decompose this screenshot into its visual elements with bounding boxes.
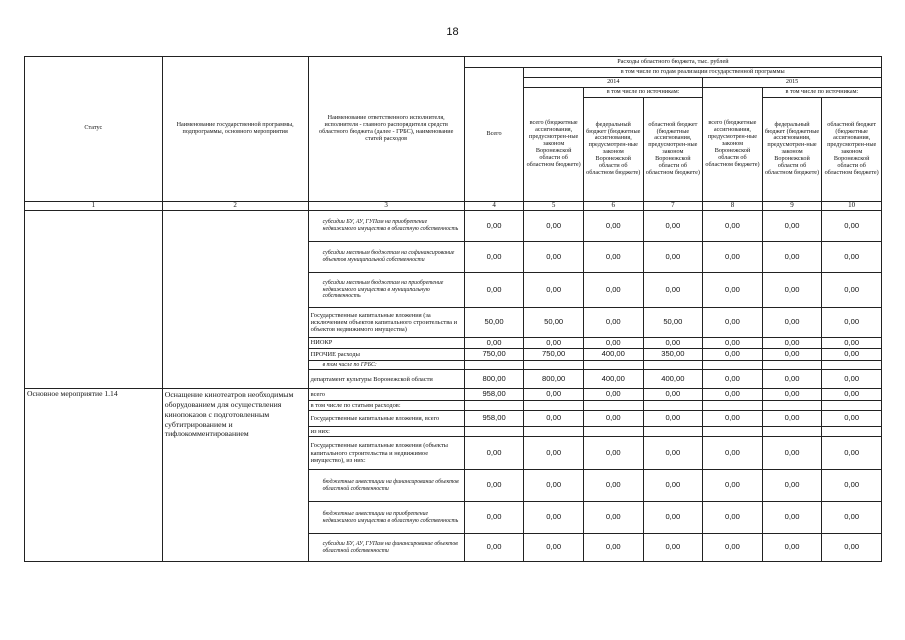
value-cell xyxy=(583,400,643,410)
header-year-2014: 2014 xyxy=(524,77,703,87)
column-number: 6 xyxy=(583,201,643,210)
value-cell: 0,00 xyxy=(464,210,524,241)
value-cell: 0,00 xyxy=(703,210,763,241)
header-federal-2014: федеральный бюджет (бюджетные ассигнования, предусмотрен-ные законом Воронежской области об областном бюджете) xyxy=(583,97,643,201)
value-cell: 0,00 xyxy=(703,307,763,337)
value-cell: 0,00 xyxy=(762,349,822,361)
value-cell: 0,00 xyxy=(464,337,524,349)
value-cell: 0,00 xyxy=(464,470,524,502)
value-cell: 0,00 xyxy=(822,241,882,272)
value-cell xyxy=(464,426,524,436)
value-cell xyxy=(464,400,524,410)
column-number: 10 xyxy=(822,201,882,210)
value-cell: 0,00 xyxy=(643,534,703,562)
value-cell: 0,00 xyxy=(822,437,882,470)
value-cell: 0,00 xyxy=(762,272,822,307)
value-cell: 400,00 xyxy=(643,370,703,389)
value-cell: 350,00 xyxy=(643,349,703,361)
value-cell: 0,00 xyxy=(583,470,643,502)
row-label: субсидии местным бюджетам на софинансирование объектов муниципальной собственности xyxy=(308,241,464,272)
value-cell: 0,00 xyxy=(703,534,763,562)
header-regional-2015: областной бюджет (бюджетные ассигнования, предусмотрен-ные законом Воронежской области об областном бюджете) xyxy=(822,97,882,201)
value-cell xyxy=(762,360,822,369)
value-cell: 0,00 xyxy=(643,410,703,426)
value-cell: 0,00 xyxy=(524,534,584,562)
value-cell: 400,00 xyxy=(583,370,643,389)
header-regional-2014: областной бюджет (бюджетные ассигнования, предусмотрен-ные законом Воронежской области об областном бюджете) xyxy=(643,97,703,201)
header-by-sources-2015: в том числе по источникам: xyxy=(762,87,881,97)
value-cell xyxy=(643,426,703,436)
column-number: 4 xyxy=(464,201,524,210)
value-cell xyxy=(703,400,763,410)
value-cell xyxy=(643,360,703,369)
value-cell: 0,00 xyxy=(643,337,703,349)
value-cell xyxy=(464,360,524,369)
value-cell: 400,00 xyxy=(583,349,643,361)
header-total-budget-2014: всего (бюджетные ассигнования, предусмотрен-ные законом Воронежской области об областном бюджете) xyxy=(524,87,584,201)
value-cell: 0,00 xyxy=(524,272,584,307)
value-cell: 0,00 xyxy=(822,307,882,337)
value-cell: 0,00 xyxy=(583,534,643,562)
value-cell: 0,00 xyxy=(583,437,643,470)
program-name-cell-empty xyxy=(162,210,308,388)
value-cell: 0,00 xyxy=(822,349,882,361)
value-cell xyxy=(762,426,822,436)
value-cell: 0,00 xyxy=(703,349,763,361)
row-label: Государственные капитальные вложения (объекты капитального строительства и недвижимое имущество), из них: xyxy=(308,437,464,470)
value-cell: 750,00 xyxy=(524,349,584,361)
value-cell xyxy=(762,400,822,410)
value-cell: 0,00 xyxy=(822,272,882,307)
value-cell: 0,00 xyxy=(643,502,703,534)
column-number: 5 xyxy=(524,201,584,210)
column-number: 1 xyxy=(25,201,163,210)
value-cell: 0,00 xyxy=(464,241,524,272)
value-cell: 0,00 xyxy=(762,210,822,241)
column-number: 3 xyxy=(308,201,464,210)
budget-table xyxy=(24,56,882,562)
column-number: 9 xyxy=(762,201,822,210)
program-name-cell: Оснащение кинотеатров необходимым оборудованием для осуществления кинопоказов с подготовленным субтитрированием и тифлокомментированием xyxy=(162,389,308,562)
value-cell: 0,00 xyxy=(822,502,882,534)
value-cell xyxy=(524,360,584,369)
value-cell: 0,00 xyxy=(703,370,763,389)
value-cell: 0,00 xyxy=(643,241,703,272)
value-cell: 0,00 xyxy=(703,410,763,426)
value-cell xyxy=(822,400,882,410)
value-cell: 0,00 xyxy=(643,389,703,401)
value-cell: 0,00 xyxy=(822,389,882,401)
value-cell: 0,00 xyxy=(583,410,643,426)
value-cell: 0,00 xyxy=(762,370,822,389)
row-label: департамент культуры Воронежской области xyxy=(308,370,464,389)
value-cell: 0,00 xyxy=(643,210,703,241)
header-by-year: в том числе по годам реализации государственной программы xyxy=(524,68,882,78)
value-cell: 0,00 xyxy=(583,502,643,534)
header-expenses: Расходы областного бюджета, тыс. рублей xyxy=(464,57,881,68)
value-cell: 0,00 xyxy=(524,210,584,241)
value-cell: 0,00 xyxy=(703,272,763,307)
value-cell: 0,00 xyxy=(583,272,643,307)
header-year-2015: 2015 xyxy=(703,77,882,87)
value-cell: 0,00 xyxy=(524,389,584,401)
value-cell: 958,00 xyxy=(464,410,524,426)
row-label: субсидии БУ, АУ, ГУПам на финансирование объектов областной собственности xyxy=(308,534,464,562)
value-cell: 0,00 xyxy=(703,389,763,401)
value-cell: 0,00 xyxy=(583,307,643,337)
column-number: 2 xyxy=(162,201,308,210)
header-by-sources-2014: в том числе по источникам: xyxy=(583,87,702,97)
value-cell: 0,00 xyxy=(524,502,584,534)
value-cell: 0,00 xyxy=(703,502,763,534)
value-cell: 0,00 xyxy=(762,502,822,534)
value-cell: 0,00 xyxy=(524,470,584,502)
row-label: ПРОЧИЕ расходы xyxy=(308,349,464,361)
value-cell: 0,00 xyxy=(464,502,524,534)
column-number: 8 xyxy=(703,201,763,210)
value-cell: 0,00 xyxy=(583,241,643,272)
value-cell: 0,00 xyxy=(762,389,822,401)
table-row xyxy=(25,389,882,401)
row-label: бюджетные инвестиции на приобретение недвижимого имущества в областную собственность xyxy=(308,502,464,534)
value-cell: 958,00 xyxy=(464,389,524,401)
value-cell: 0,00 xyxy=(464,534,524,562)
value-cell: 0,00 xyxy=(762,470,822,502)
status-cell-empty xyxy=(25,210,163,388)
value-cell: 0,00 xyxy=(524,337,584,349)
value-cell: 0,00 xyxy=(762,534,822,562)
value-cell: 0,00 xyxy=(822,534,882,562)
row-label: в том числе по статьям расходов: xyxy=(308,400,464,410)
status-cell: Основное мероприятие 1.14 xyxy=(25,389,163,562)
value-cell: 0,00 xyxy=(822,370,882,389)
value-cell: 50,00 xyxy=(464,307,524,337)
value-cell: 0,00 xyxy=(762,437,822,470)
value-cell xyxy=(524,400,584,410)
value-cell: 0,00 xyxy=(822,410,882,426)
value-cell xyxy=(822,360,882,369)
value-cell: 0,00 xyxy=(822,337,882,349)
header-federal-2015: федеральный бюджет (бюджетные ассигнования, предусмотрен-ные законом Воронежской области об областном бюджете) xyxy=(762,97,822,201)
value-cell: 0,00 xyxy=(703,470,763,502)
row-label: в том числе по ГРБС: xyxy=(308,360,464,369)
row-label: НИОКР xyxy=(308,337,464,349)
row-label: Государственные капитальные вложения, всего xyxy=(308,410,464,426)
row-label: бюджетные инвестиции на финансирование объектов областной собственности xyxy=(308,470,464,502)
header-status: Статус xyxy=(25,57,163,202)
value-cell: 0,00 xyxy=(524,241,584,272)
page-number: 18 xyxy=(446,26,459,38)
value-cell xyxy=(583,426,643,436)
value-cell: 0,00 xyxy=(703,241,763,272)
header-total: Всего xyxy=(464,68,524,202)
value-cell: 0,00 xyxy=(464,272,524,307)
value-cell: 0,00 xyxy=(762,410,822,426)
value-cell: 0,00 xyxy=(524,437,584,470)
value-cell: 750,00 xyxy=(464,349,524,361)
value-cell xyxy=(524,426,584,436)
value-cell: 0,00 xyxy=(524,410,584,426)
row-label: из них: xyxy=(308,426,464,436)
value-cell: 50,00 xyxy=(524,307,584,337)
value-cell: 0,00 xyxy=(703,337,763,349)
header-program-name: Наименование государственной программы, подпрограммы, основного мероприятия xyxy=(162,57,308,202)
value-cell: 0,00 xyxy=(643,437,703,470)
value-cell: 0,00 xyxy=(583,389,643,401)
row-label: субсидии БУ, АУ, ГУПам на приобретение недвижимого имущества в областную собственность xyxy=(308,210,464,241)
value-cell: 0,00 xyxy=(762,337,822,349)
value-cell xyxy=(583,360,643,369)
value-cell: 0,00 xyxy=(643,470,703,502)
table-row xyxy=(25,210,882,241)
value-cell: 0,00 xyxy=(583,210,643,241)
value-cell xyxy=(703,426,763,436)
value-cell: 0,00 xyxy=(703,437,763,470)
value-cell: 50,00 xyxy=(643,307,703,337)
header-total-budget-2015: всего (бюджетные ассигнования, предусмотрен-ные законом Воронежской области об областном бюджете) xyxy=(703,87,763,201)
value-cell: 0,00 xyxy=(822,470,882,502)
value-cell xyxy=(822,426,882,436)
value-cell: 800,00 xyxy=(524,370,584,389)
value-cell: 0,00 xyxy=(643,272,703,307)
row-label: субсидии местным бюджетам на приобретение недвижимого имущества в муниципальную собственность xyxy=(308,272,464,307)
row-label: всего xyxy=(308,389,464,401)
header-executor: Наименование ответственного исполнителя, исполнителя - главного распорядителя средств областного бюджета (далее - ГРБС), наименование статей расходов xyxy=(308,57,464,202)
value-cell: 0,00 xyxy=(822,210,882,241)
column-number: 7 xyxy=(643,201,703,210)
value-cell xyxy=(703,360,763,369)
value-cell: 0,00 xyxy=(583,337,643,349)
value-cell: 0,00 xyxy=(762,241,822,272)
row-label: Государственные капитальные вложения (за исключением объектов капитального строительства и объектов недвижимого имущества) xyxy=(308,307,464,337)
value-cell: 800,00 xyxy=(464,370,524,389)
value-cell: 0,00 xyxy=(464,437,524,470)
value-cell xyxy=(643,400,703,410)
value-cell: 0,00 xyxy=(762,307,822,337)
